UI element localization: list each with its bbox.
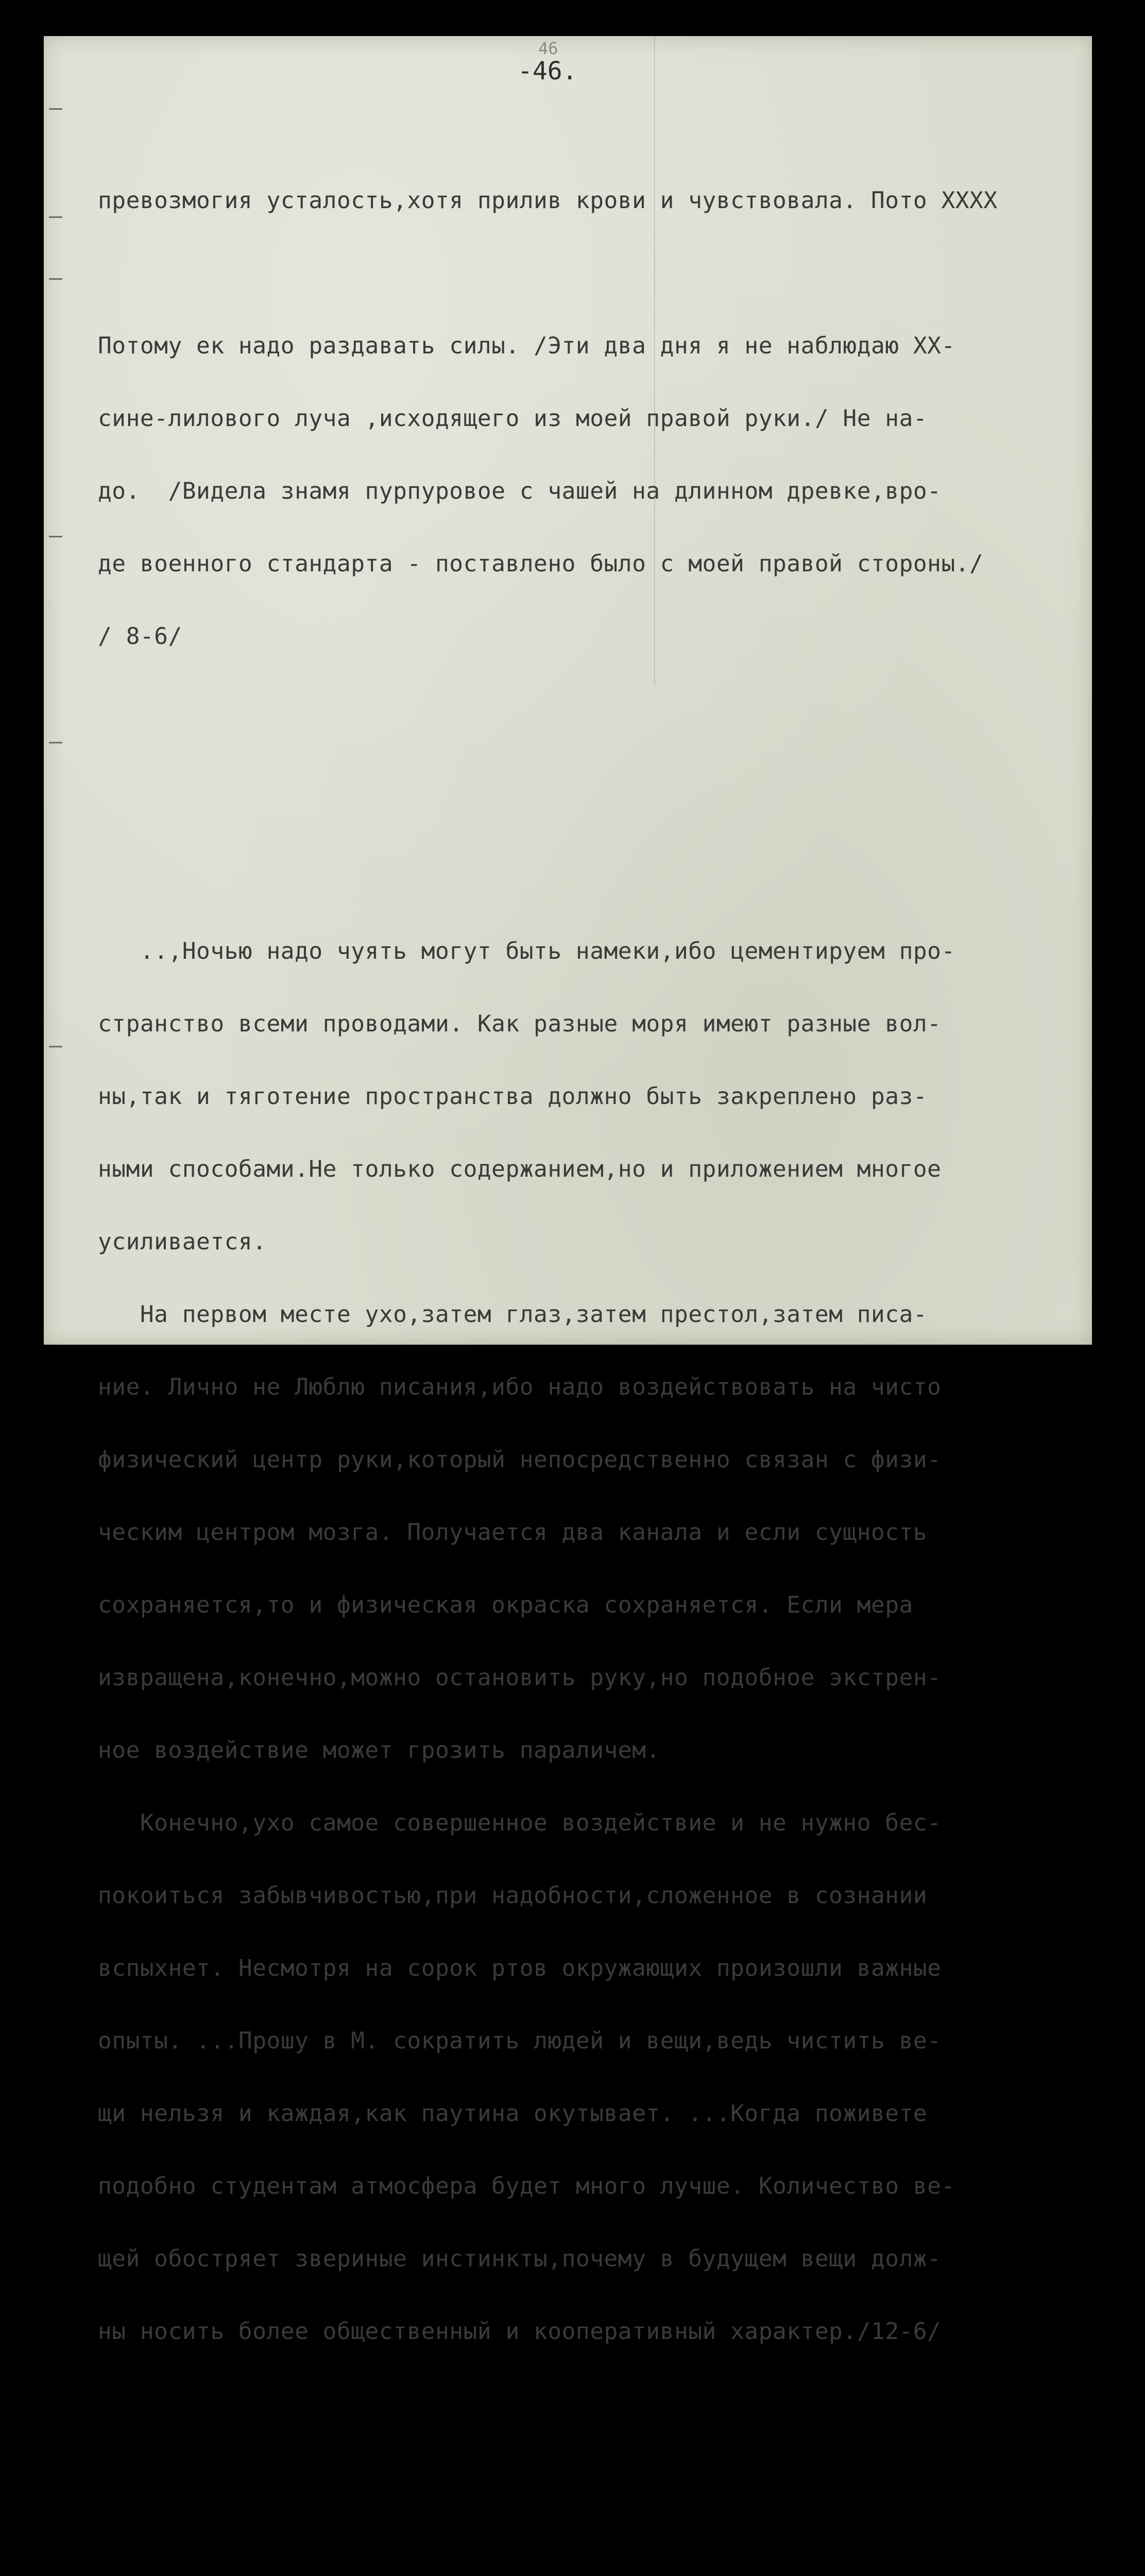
- text-line: усиливается.: [98, 1229, 267, 1255]
- text-line: щей обостряет звериные инстинкты,почему в будущем вещи долж-: [98, 2246, 942, 2272]
- text-line: Конечно,ухо самое совершенное воздействие и не нужно бес-: [98, 1810, 942, 1836]
- text-line: сохраняется,то и физическая окраска сохраняется. Если мера: [98, 1592, 913, 1618]
- text-line: ние. Лично не Люблю писания,ибо надо воздействовать на чисто: [98, 1374, 942, 1400]
- paragraph-block: [98, 891, 1025, 2392]
- text-line: вспыхнет. Несмотря на сорок ртов окружающих произошли важные: [98, 1955, 942, 1981]
- pencil-page-number: 46: [538, 39, 558, 58]
- margin-mark: [49, 216, 62, 218]
- text-line: ны,так и тяготение пространства должно быть закреплено раз-: [98, 1083, 928, 1110]
- text-line: ческим центром мозга. Получается два канала и если сущность: [98, 1519, 928, 1546]
- text-line: де военного стандарта - поставлено было с моей правой стороны./: [98, 551, 984, 577]
- margin-mark: [49, 278, 62, 280]
- margin-mark: [49, 108, 62, 110]
- text-line: физический центр руки,который непосредственно связан с физи-: [98, 1447, 942, 1473]
- margin-mark: [49, 742, 62, 743]
- page-number: -46.: [518, 57, 577, 86]
- text-line: подобно студентам атмосфера будет много лучше. Количество ве-: [98, 2173, 955, 2199]
- typed-text: [98, 92, 1025, 2576]
- text-line: сине-лилового луча ,исходящего из моей правой руки./ Не на-: [98, 405, 928, 432]
- margin-mark: [49, 536, 62, 537]
- text-line: Потому ек надо раздавать силы. /Эти два дня я не наблюдаю XX-: [98, 333, 955, 359]
- paragraph-block: [98, 140, 1025, 697]
- text-line: опыты. ...Прошу в М. сократить людей и вещи,ведь чистить ве-: [98, 2028, 942, 2054]
- text-line: до. /Видела знамя пурпуровое с чашей на длинном древке,вро-: [98, 478, 942, 504]
- text-line: ..,Ночью надо чуять могут быть намеки,ибо цементируем про-: [98, 938, 955, 964]
- text-line: извращена,конечно,можно остановить руку,но подобное экстрен-: [98, 1665, 942, 1691]
- text-line: ны носить более общественный и кооперативный характер./12-6/: [98, 2318, 942, 2345]
- text-line: покоиться забывчивостью,при надобности,сложенное в сознании: [98, 1883, 928, 1909]
- text-line: ное воздействие может грозить параличем.: [98, 1737, 660, 1764]
- margin-marks: [44, 0, 49, 1377]
- text-line: ными способами.Не только содержанием,но и приложением многое: [98, 1156, 942, 1182]
- margin-mark: [49, 1046, 62, 1047]
- text-line: странство всеми проводами. Как разные моря имеют разные вол-: [98, 1011, 942, 1037]
- text-line: / 8-6/: [98, 623, 182, 650]
- text-line: щи нельзя и каждая,как паутина окутывает. ...Когда поживете: [98, 2100, 928, 2127]
- text-line: На первом месте ухо,затем глаз,затем престол,затем писа-: [98, 1301, 928, 1328]
- text-line: превозмогия усталость,хотя прилив крови и чувствовала. Пото XXXX: [98, 188, 998, 214]
